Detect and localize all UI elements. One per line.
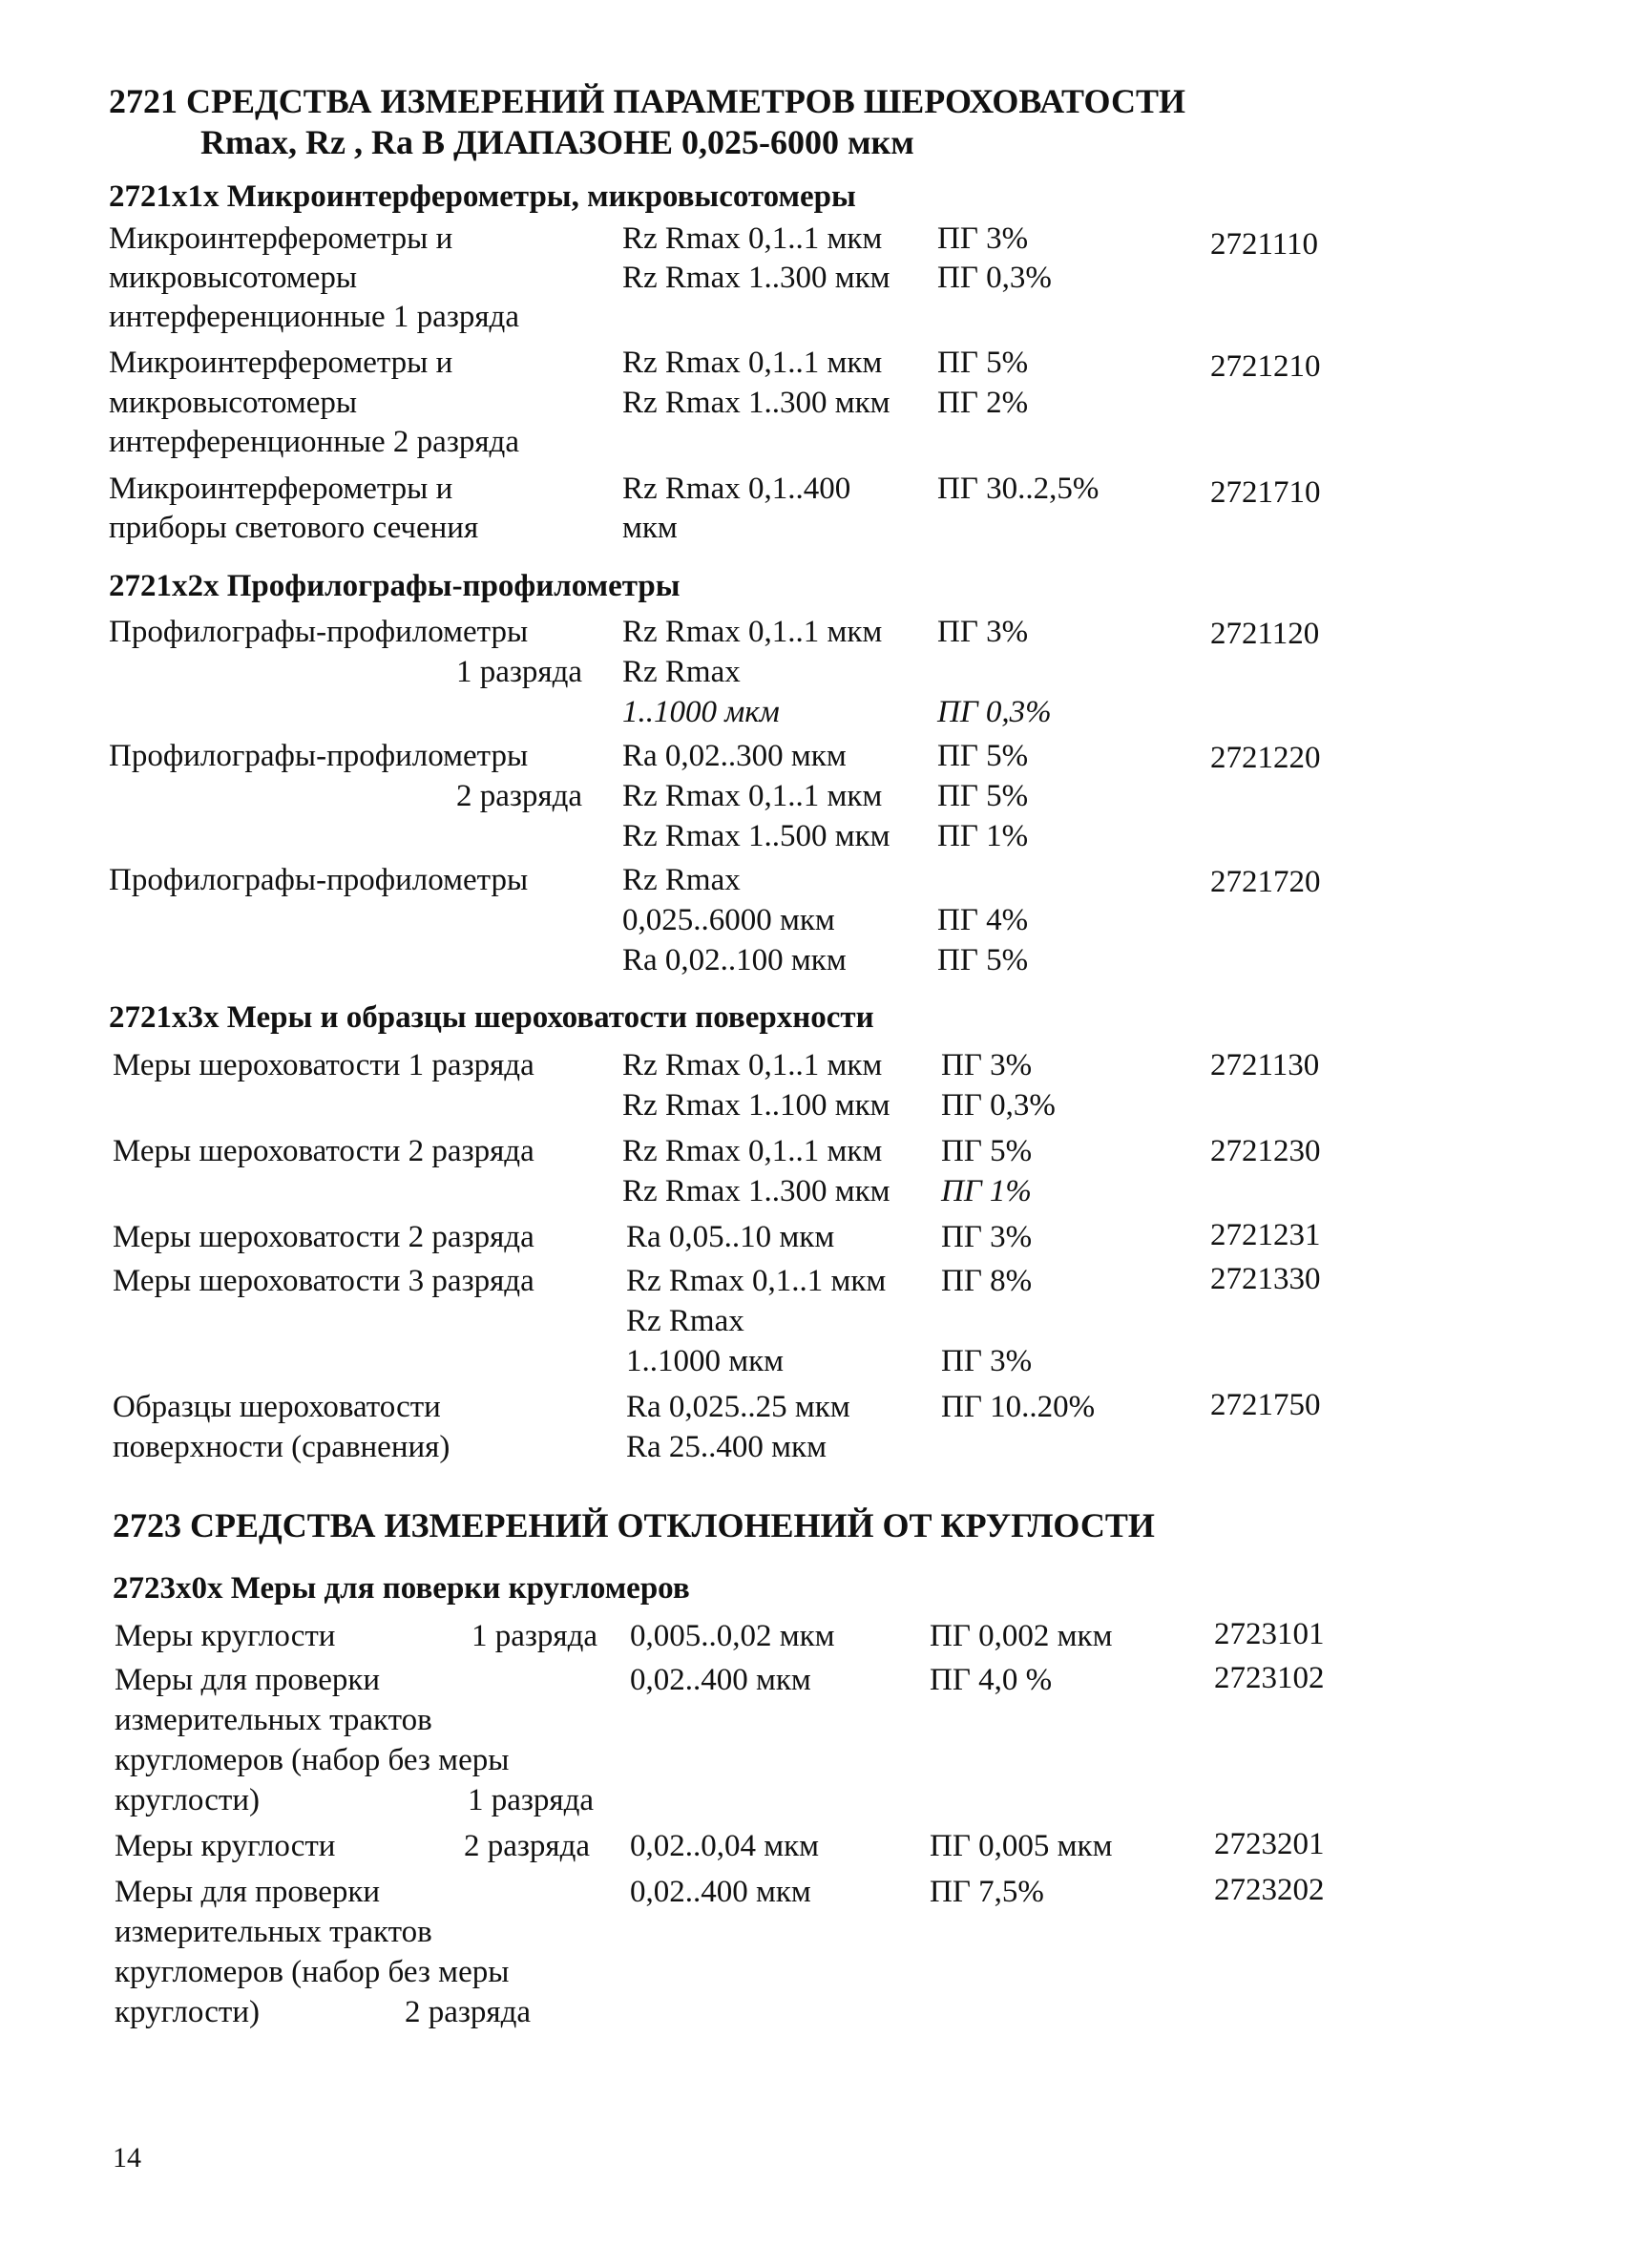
row-range: Rz Rmax bbox=[622, 863, 741, 897]
row-name: измерительных трактов bbox=[115, 1915, 432, 1949]
row-name: 2 разряда bbox=[456, 779, 583, 813]
row-error: ПГ 0,002 мкм bbox=[930, 1619, 1113, 1653]
row-range: 0,02..400 мкм bbox=[630, 1875, 811, 1909]
row-range: Rz Rmax 1..500 мкм bbox=[622, 819, 890, 853]
row-range: Rz Rmax 0,1..1 мкм bbox=[626, 1264, 887, 1298]
group-2721x2x-title: 2721x2x Профилографы-профилометры bbox=[109, 569, 681, 603]
row-range: 0,02..400 мкм bbox=[630, 1663, 811, 1697]
row-name: Меры круглости bbox=[115, 1829, 336, 1863]
section-2723-title: 2723 СРЕДСТВА ИЗМЕРЕНИЙ ОТКЛОНЕНИЙ ОТ КРУГЛОСТИ bbox=[113, 1506, 1155, 1544]
row-code: 2721720 bbox=[1210, 865, 1321, 899]
row-code: 2721210 bbox=[1210, 349, 1321, 384]
row-error: ПГ 1% bbox=[941, 1174, 1032, 1208]
row-range: Ra 0,05..10 мкм bbox=[626, 1220, 835, 1254]
row-name: кругломеров (набор без меры bbox=[115, 1743, 510, 1777]
row-name: Микроинтерферометры и bbox=[109, 221, 453, 256]
row-error: ПГ 0,005 мкм bbox=[930, 1829, 1113, 1863]
row-range: Rz Rmax 0,1..1 мкм bbox=[622, 779, 883, 813]
row-error: ПГ 5% bbox=[941, 1134, 1033, 1168]
row-name: круглости) bbox=[115, 1995, 260, 2029]
row-name: Меры шероховатости 2 разряда bbox=[113, 1220, 534, 1254]
row-range: Rz Rmax 1..300 мкм bbox=[622, 261, 890, 295]
row-name: поверхности (сравнения) bbox=[113, 1430, 450, 1464]
row-name: Профилографы-профилометры bbox=[109, 615, 529, 649]
row-name: 1 разряда bbox=[468, 1783, 595, 1817]
row-code: 2721750 bbox=[1210, 1388, 1321, 1422]
row-name: интерференционные 1 разряда bbox=[109, 300, 519, 334]
row-range: Ra 0,025..25 мкм bbox=[626, 1390, 850, 1424]
row-code: 2721230 bbox=[1210, 1134, 1321, 1168]
row-error: ПГ 0,3% bbox=[937, 695, 1052, 729]
section-2721-title-line1: 2721 СРЕДСТВА ИЗМЕРЕНИЙ ПАРАМЕТРОВ ШЕРОХОВАТОСТИ bbox=[109, 82, 1185, 120]
row-code: 2723202 bbox=[1214, 1873, 1325, 1907]
row-error: ПГ 10..20% bbox=[941, 1390, 1096, 1424]
row-range: Rz Rmax bbox=[622, 655, 741, 689]
row-error: ПГ 0,3% bbox=[937, 261, 1052, 295]
row-range: 0,02..0,04 мкм bbox=[630, 1829, 820, 1863]
row-name: приборы светового сечения bbox=[109, 511, 479, 545]
row-range: Rz Rmax 0,1..1 мкм bbox=[622, 1048, 883, 1082]
row-name: микровысотомеры bbox=[109, 261, 358, 295]
row-error: ПГ 4,0 % bbox=[930, 1663, 1053, 1697]
group-2721x1x-title: 2721x1x Микроинтерферометры, микровысотомеры bbox=[109, 179, 856, 214]
row-name: круглости) bbox=[115, 1783, 260, 1817]
row-name: 2 разряда bbox=[464, 1829, 591, 1863]
row-name: Меры шероховатости 1 разряда bbox=[113, 1048, 534, 1082]
row-code: 2721130 bbox=[1210, 1048, 1320, 1082]
row-error: ПГ 5% bbox=[937, 739, 1029, 773]
row-name: интерференционные 2 разряда bbox=[109, 425, 519, 459]
row-range: Ra 25..400 мкм bbox=[626, 1430, 827, 1464]
row-error: ПГ 5% bbox=[937, 779, 1029, 813]
row-code: 2721710 bbox=[1210, 475, 1321, 510]
row-range: Rz Rmax 1..300 мкм bbox=[622, 386, 890, 420]
row-range: Rz Rmax 0,1..1 мкм bbox=[622, 615, 883, 649]
row-code: 2721120 bbox=[1210, 617, 1320, 651]
row-name: 2 разряда bbox=[405, 1995, 532, 2029]
row-error: ПГ 3% bbox=[937, 615, 1029, 649]
row-code: 2723101 bbox=[1214, 1617, 1325, 1651]
row-range: Rz Rmax 0,1..400 bbox=[622, 472, 851, 506]
row-name: Микроинтерферометры и bbox=[109, 472, 453, 506]
row-name: Микроинтерферометры и bbox=[109, 346, 453, 380]
row-code: 2721330 bbox=[1210, 1262, 1321, 1296]
row-name: Образцы шероховатости bbox=[113, 1390, 441, 1424]
row-error: ПГ 2% bbox=[937, 386, 1029, 420]
row-name: Меры шероховатости 2 разряда bbox=[113, 1134, 534, 1168]
group-2723x0x-title: 2723x0x Меры для поверки кругломеров bbox=[113, 1571, 690, 1606]
row-name: Меры круглости bbox=[115, 1619, 336, 1653]
row-error: ПГ 3% bbox=[937, 221, 1029, 256]
row-name: Меры для проверки bbox=[115, 1875, 381, 1909]
page-number: 14 bbox=[113, 2142, 141, 2174]
row-error: ПГ 30..2,5% bbox=[937, 472, 1100, 506]
row-error: ПГ 5% bbox=[937, 346, 1029, 380]
row-code: 2721110 bbox=[1210, 227, 1319, 262]
row-name: Меры для проверки bbox=[115, 1663, 381, 1697]
row-error: ПГ 3% bbox=[941, 1048, 1033, 1082]
row-range: Rz Rmax 1..100 мкм bbox=[622, 1088, 890, 1123]
row-range: Rz Rmax bbox=[626, 1304, 744, 1338]
row-range: Ra 0,02..100 мкм bbox=[622, 943, 847, 977]
row-range: Rz Rmax 0,1..1 мкм bbox=[622, 221, 883, 256]
row-error: ПГ 0,3% bbox=[941, 1088, 1056, 1123]
row-name: 1 разряда bbox=[471, 1619, 598, 1653]
row-error: ПГ 8% bbox=[941, 1264, 1033, 1298]
row-name: Профилографы-профилометры bbox=[109, 739, 529, 773]
row-code: 2721231 bbox=[1210, 1218, 1321, 1252]
row-code: 2721220 bbox=[1210, 741, 1321, 775]
row-error: ПГ 3% bbox=[941, 1344, 1033, 1378]
row-name: Меры шероховатости 3 разряда bbox=[113, 1264, 534, 1298]
row-error: ПГ 4% bbox=[937, 903, 1029, 937]
row-range: мкм bbox=[622, 511, 678, 545]
row-name: 1 разряда bbox=[456, 655, 583, 689]
row-code: 2723201 bbox=[1214, 1827, 1325, 1861]
section-2721-title-line2: Rmax, Rz , Ra В ДИАПАЗОНЕ 0,025-6000 мкм bbox=[200, 123, 914, 161]
row-range: 0,005..0,02 мкм bbox=[630, 1619, 835, 1653]
row-range: Ra 0,02..300 мкм bbox=[622, 739, 847, 773]
row-range: 1..1000 мкм bbox=[626, 1344, 785, 1378]
row-error: ПГ 3% bbox=[941, 1220, 1033, 1254]
row-name: Профилографы-профилометры bbox=[109, 863, 529, 897]
row-name: микровысотомеры bbox=[109, 386, 358, 420]
row-range: 1..1000 мкм bbox=[622, 695, 780, 729]
row-error: ПГ 1% bbox=[937, 819, 1029, 853]
row-range: 0,025..6000 мкм bbox=[622, 903, 835, 937]
row-range: Rz Rmax 0,1..1 мкм bbox=[622, 346, 883, 380]
row-name: измерительных трактов bbox=[115, 1703, 432, 1737]
group-2721x3x-title: 2721x3x Меры и образцы шероховатости поверхности bbox=[109, 1000, 874, 1035]
row-range: Rz Rmax 0,1..1 мкм bbox=[622, 1134, 883, 1168]
row-range: Rz Rmax 1..300 мкм bbox=[622, 1174, 890, 1208]
row-code: 2723102 bbox=[1214, 1661, 1325, 1695]
row-error: ПГ 5% bbox=[937, 943, 1029, 977]
row-name: кругломеров (набор без меры bbox=[115, 1955, 510, 1989]
row-error: ПГ 7,5% bbox=[930, 1875, 1044, 1909]
